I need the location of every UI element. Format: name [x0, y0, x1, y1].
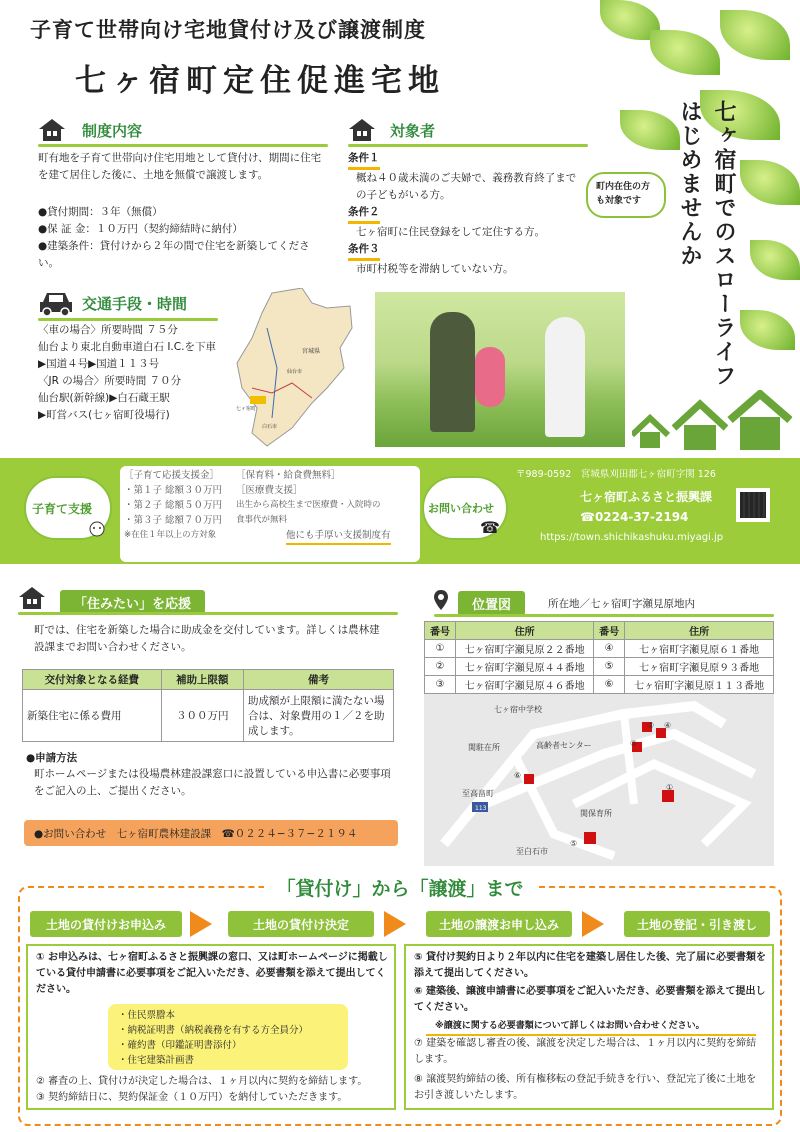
map-label: 関駐在所 — [468, 743, 500, 752]
qr-code[interactable] — [736, 488, 770, 522]
plot-num: ③ — [630, 739, 638, 748]
table-header: 住所 — [456, 622, 594, 640]
target-conditions — [348, 150, 583, 278]
support-more: 他にも手厚い支援制度有 — [286, 528, 391, 545]
cond-text: 市町村税等を滞納していない方。 — [356, 263, 514, 275]
table-cell: 七ヶ宿町字瀬見原６１番地 — [625, 640, 774, 658]
note-bubble: 町内在住の方も対象です — [586, 172, 666, 218]
map-label: 白石市 — [262, 424, 278, 430]
step-2: 土地の貸付け決定 — [228, 911, 374, 937]
house-icon — [348, 118, 376, 142]
seido-item: ●建築条件：貸付けから２年の間で住宅を新築してください。 — [38, 240, 310, 269]
map-label: 関保育所 — [580, 809, 612, 818]
step-4: 土地の登記・引き渡し — [624, 911, 770, 937]
contact-dept: 七ヶ宿町ふるさと振興課 — [580, 490, 713, 504]
support-bubble — [24, 476, 112, 540]
table-cell: ③ — [425, 676, 456, 694]
table-header: 番号 — [594, 622, 625, 640]
access-heading: 交通手段・時間 — [82, 295, 188, 313]
table-cell: ① — [425, 640, 456, 658]
seido-item: ●貸付期間：３年（無償） — [38, 206, 163, 218]
support-line: ※在住１年以上の方対象 — [124, 530, 217, 540]
flow-step-text: ⑧ 譲渡契約締結の後、所有権移転の登記手続きを行い、登記完了後に土地をお引き渡しいたします。 — [414, 1074, 757, 1101]
cond-label: 条件３ — [348, 241, 380, 261]
plot-num: ① — [666, 783, 674, 792]
contact-bubble — [422, 476, 508, 540]
cond-text: 概ね４０歳未満のご夫婦で、義務教育終了までの子どもがいる方。 — [356, 172, 577, 201]
doc-item: ・納税証明書（納税義務を有する方全員分） — [118, 1025, 309, 1036]
docs-box — [108, 1004, 348, 1070]
table-cell: 助成額が上限額に満たない場合は、対象費用の１／２を助成します。 — [244, 690, 394, 742]
access-line: ▶国道４号▶国道１１３号 — [38, 358, 160, 370]
access-line: 〈JR の場合〉所要時間 ７０分 — [38, 375, 182, 387]
step-1: 土地の貸付けお申込み — [30, 911, 182, 937]
map-label: 至白石市 — [516, 847, 548, 856]
divider — [38, 318, 218, 321]
house-icon — [18, 586, 46, 610]
flow-step-text: ① お申込みは、七ヶ宿町ふるさと振興課の窓口、又は町ホームページに掲載している貸付申請書に必要事項をご記入いただき、必要書類を添えて提出してください。 — [36, 952, 388, 995]
table-cell: ④ — [594, 640, 625, 658]
contact-address: 〒989-0592 宮城県刈田郡七ヶ宿町字関 126 — [516, 469, 716, 480]
flow-step-text: ⑦ 建築を確認し審査の後、譲渡を決定した場合は、１ヶ月以内に契約を締結します。 — [414, 1038, 757, 1065]
seido-intro: 町有地を子育て世帯向け住宅用地として貸付け、期間に住宅を建て居住した後に、土地を無償で譲渡します。 — [38, 152, 322, 181]
lot-table — [424, 621, 774, 694]
access-line: ▶町営バス(七ヶ宿町役場行) — [38, 409, 170, 421]
step-3: 土地の譲渡お申し込み — [426, 911, 572, 937]
table-header: 補助上限額 — [161, 670, 243, 690]
sumitai-contact: ●お問い合わせ 七ヶ宿町農林建設課 ☎０２２４−３７−２１９４ — [24, 820, 398, 846]
subtitle: 子育て世帯向け宅地貸付け及び譲渡制度 — [30, 18, 426, 42]
flow-heading-wrap — [0, 874, 800, 901]
table-header: 交付対象となる経費 — [23, 670, 162, 690]
table-cell: ３００万円 — [161, 690, 243, 742]
table-cell: 七ヶ宿町字瀬見原２２番地 — [456, 640, 594, 658]
divider — [348, 144, 588, 147]
table-header: 番号 — [425, 622, 456, 640]
table-cell: 七ヶ宿町字瀬見原９３番地 — [625, 658, 774, 676]
table-cell: 七ヶ宿町字瀬見原４４番地 — [456, 658, 594, 676]
family-photo — [375, 292, 625, 447]
map-label: 至高畠町 — [462, 789, 494, 798]
access-line: 仙台より東北自動車道白石 I.C.を下車 — [38, 341, 216, 353]
cond-text: 七ヶ宿町に住民登録をして定住する方。 — [356, 226, 545, 238]
apply-title: ●申請方法 — [26, 752, 78, 764]
arrow-icon — [582, 911, 604, 937]
slogan: 七ヶ宿町でのスローライフはじめませんか — [677, 100, 736, 388]
cond-label: 条件１ — [348, 150, 380, 170]
seido-items — [38, 204, 328, 272]
support-title: ［保育料・給食費無料］ — [236, 470, 341, 481]
table-cell: 新築住宅に係る費用 — [23, 690, 162, 742]
support-line: ・第３子 総額７０万円 — [124, 515, 223, 526]
support-line: ・第２子 総額５０万円 — [124, 500, 223, 511]
access-line: 〈車の場合〉所要時間 ７５分 — [38, 324, 178, 336]
table-cell: ⑤ — [594, 658, 625, 676]
map-label: 七ヶ宿中学校 — [494, 705, 542, 714]
sumitai-heading: 「住みたい」を応援 — [60, 590, 205, 615]
flow-heading: 「貸付け」から「譲渡」まで — [264, 878, 535, 900]
target-heading: 対象者 — [390, 122, 436, 140]
doc-item: ・住宅建築計画書 — [118, 1055, 195, 1066]
support-bubble-label: 子育て支援 — [32, 502, 93, 516]
flow-step-text: ⑥ 建築後、譲渡申請書に必要事項をご記入いただき、必要書類を添えて提出してください。 — [414, 986, 766, 1013]
table-cell: ② — [425, 658, 456, 676]
contact-url[interactable]: https://town.shichikashuku.miyagi.jp — [540, 532, 724, 543]
prefecture-map — [232, 288, 357, 448]
location-heading-wrap — [458, 591, 525, 616]
plot-num: ⑤ — [570, 839, 578, 848]
cond-label: 条件２ — [348, 204, 380, 224]
access-line: 仙台駅(新幹線)▶白石蔵王駅 — [38, 392, 170, 404]
table-header: 住所 — [625, 622, 774, 640]
location-pin-icon — [434, 590, 448, 610]
divider — [434, 614, 774, 617]
apply-text: 町ホームページまたは役場農林建設課窓口に設置している申込書に必要事項をご記入の上、ご提出ください。 — [34, 768, 391, 797]
house-icon — [38, 118, 66, 142]
plot-num: ② — [647, 721, 655, 730]
table-header: 備考 — [244, 670, 394, 690]
sumitai-text: 町では、住宅を新築した場合に助成金を交付しています。詳しくは農林建設課までお問い合わせください。 — [34, 624, 380, 653]
houses-icon — [632, 390, 792, 452]
doc-item: ・確約書（印鑑証明書添付） — [118, 1040, 242, 1051]
map-label: 宮城県 — [302, 348, 321, 355]
divider — [38, 144, 328, 147]
arrow-icon — [384, 911, 406, 937]
doc-item: ・住民票謄本 — [118, 1010, 176, 1021]
support-col1 — [124, 468, 234, 543]
phone-icon: ☎ — [480, 518, 500, 537]
arrow-icon — [190, 911, 212, 937]
location-address: 所在地／七ヶ宿町字瀬見原地内 — [548, 598, 695, 610]
contact-tel: ☎0224-37-2194 — [580, 510, 689, 524]
flow-left-box — [26, 944, 396, 1110]
contact-bubble-label: お問い合わせ — [428, 502, 494, 515]
subsidy-table — [22, 669, 394, 742]
support-title: ［子育て応援支援金］ — [124, 470, 220, 481]
support-line: ・第１子 総額３０万円 — [124, 485, 223, 496]
car-icon — [38, 290, 74, 318]
divider — [18, 612, 398, 615]
flow-right-box — [404, 944, 774, 1110]
seido-item: ●保 証 金：１０万円（契約締結時に納付） — [38, 223, 243, 235]
flow-step-text: ② 審査の上、貸付けが決定した場合は、１ヶ月以内に契約を締結します。 — [36, 1076, 368, 1087]
plot-num: ⑥ — [514, 771, 522, 780]
flow-note: ※譲渡に関する必要書類について詳しくはお問い合わせください。 — [426, 1018, 756, 1036]
table-cell: 七ヶ宿町字瀬見原１１３番地 — [625, 676, 774, 694]
route-number: 113 — [475, 805, 487, 812]
plot-num: ④ — [664, 721, 672, 730]
map-label: 高齢者センター — [536, 741, 592, 750]
flow-step-text: ⑤ 貸付け契約日より２年以内に住宅を建築し居住した後、完了届に必要書類を添えて提出してください。 — [414, 952, 766, 979]
site-map — [424, 694, 774, 866]
support-line: 食事代が無料 — [236, 515, 288, 525]
support-line: 出生から高校生まで医療費・入院時の — [236, 500, 381, 510]
table-cell: ⑥ — [594, 676, 625, 694]
map-label: 七ヶ宿町 — [236, 406, 257, 412]
support-col2 — [236, 468, 420, 545]
support-title: ［医療費支援］ — [236, 485, 303, 496]
flow-step-text: ③ 契約締結日に、契約保証金（１０万円）を納付していただきます。 — [36, 1092, 348, 1103]
table-cell: 七ヶ宿町字瀬見原４６番地 — [456, 676, 594, 694]
map-label: 仙台市 — [287, 369, 303, 375]
page-title: 七ヶ宿町定住促進宅地 — [75, 63, 445, 99]
baby-icon — [86, 520, 108, 538]
location-heading: 位置図 — [458, 591, 525, 616]
seido-heading: 制度内容 — [82, 122, 143, 140]
